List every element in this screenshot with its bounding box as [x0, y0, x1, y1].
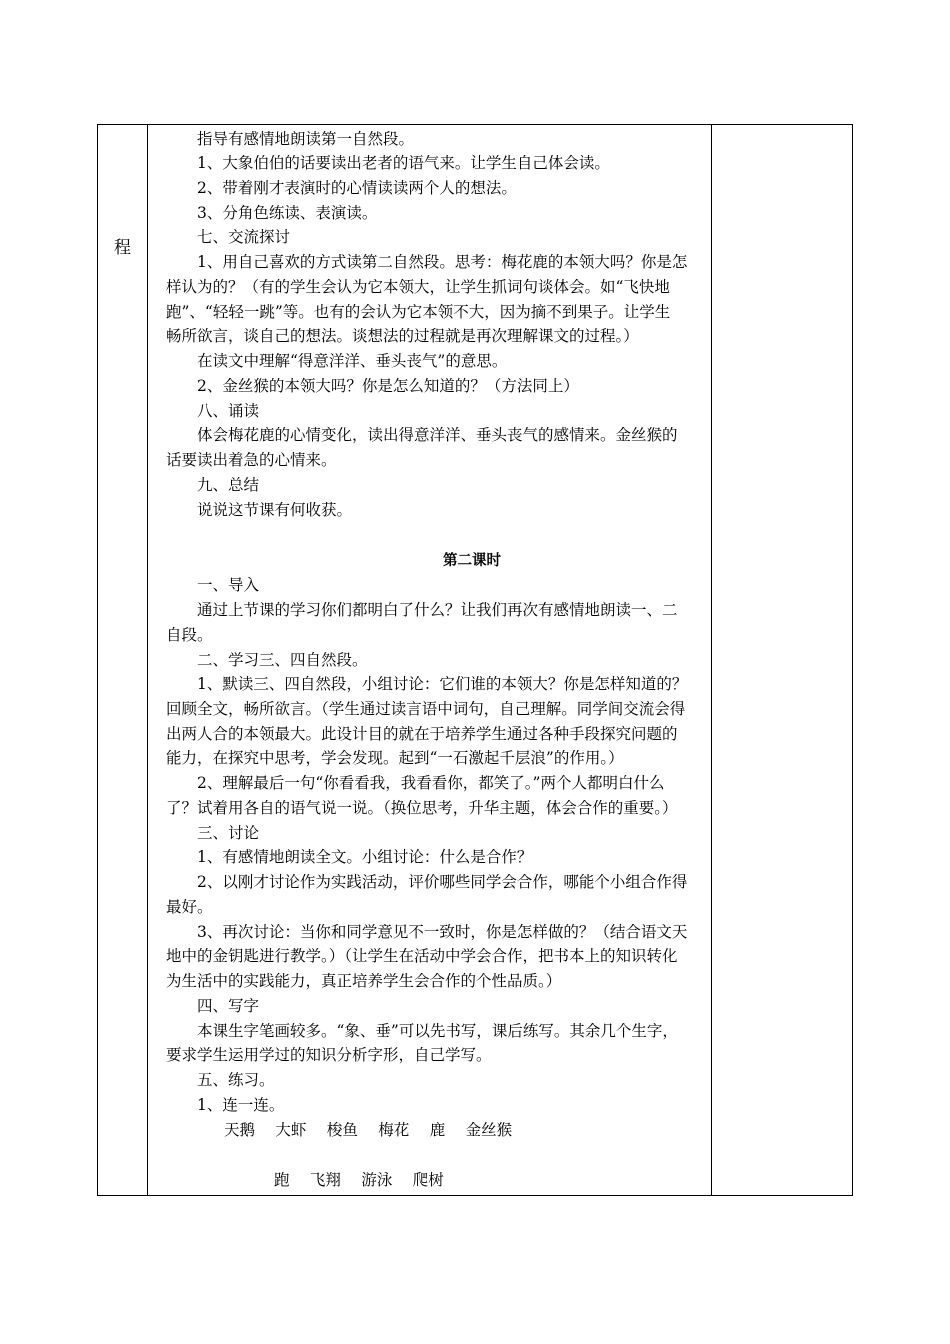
text-line: 3、分角色练读、表演读。 — [166, 204, 378, 222]
text-line: 在读文中理解“得意洋洋、垂头丧气”的意思。 — [166, 352, 508, 370]
text-line: 2、金丝猴的本领大吗？你是怎么知道的？（方法同上） — [166, 377, 579, 395]
section-heading: 一、导入 — [166, 576, 260, 594]
text-line: 2、以刚才讨论作为实践活动，评价哪些同学会合作，哪能个小组合作得 — [166, 873, 688, 891]
text-line: 2、理解最后一句“你看看我，我看看你，都笑了。”两个人都明白什么 — [166, 774, 665, 792]
text-line: 本课生字笔画较多。“象、垂”可以先书写，课后练写。其余几个生字， — [166, 1022, 678, 1040]
section-heading: 九、总结 — [166, 476, 260, 494]
text-line: 3、再次讨论：当你和同学意见不一致时，你是怎样做的？（结合语文天 — [166, 923, 688, 941]
text-line: 地中的金钥匙进行教学。）（让学生在活动中学会合作，把书本上的知识转化 — [166, 947, 678, 965]
text-line: 1、大象伯伯的话要读出老者的语气来。让学生自己体会读。 — [166, 154, 610, 172]
section-heading: 七、交流探讨 — [166, 228, 291, 246]
lesson-period-title: 第二课时 — [443, 552, 501, 569]
matching-words-bottom: 跑 飞翔 游泳 爬树 — [274, 1171, 444, 1189]
text-line: 要求学生运用学过的知识分析字形，自己学写。 — [166, 1046, 492, 1064]
text-line: 为生活中的实践能力，真正培养学生会合作的个性品质。） — [166, 972, 562, 990]
lesson-plan-table — [97, 124, 853, 1196]
text-line: 出两人合的本领最大。此设计目的就在于培养学生通过各种手段探究问题的 — [166, 725, 678, 743]
text-line: 跑”、“轻轻一跳”等。也有的会认为它本领不大，因为摘不到果子。让学生 — [166, 303, 671, 321]
text-line: 1、默读三、四自然段，小组讨论：它们谁的本领大？你是怎样知道的？ — [166, 675, 688, 693]
text-line: 回顾全文，畅所欲言。（学生通过读言语中词句，自己理解。同学间交流会得 — [166, 700, 686, 718]
section-heading: 三、讨论 — [166, 824, 260, 842]
process-label: 程 — [114, 238, 131, 258]
text-line: 通过上节课的学习你们都明白了什么？让我们再次有感情地朗读一、二 — [166, 601, 678, 619]
text-line: 1、用自己喜欢的方式读第二自然段。思考：梅花鹿的本领大吗？你是怎 — [166, 253, 688, 271]
column-divider-right — [711, 125, 712, 1195]
text-line: 1、连一连。 — [166, 1096, 285, 1114]
text-line: 1、有感情地朗读全文。小组讨论：什么是合作？ — [166, 848, 533, 866]
text-line: 2、带着刚才表演时的心情读读两个人的想法。 — [166, 179, 517, 197]
text-line: 了？试着用各自的语气说一说。（换位思考，升华主题，体会合作的重要。） — [166, 799, 678, 817]
matching-words-top: 天鹅 大虾 梭鱼 梅花 鹿 金丝猴 — [224, 1121, 513, 1139]
section-heading: 八、诵读 — [166, 402, 260, 420]
text-line: 体会梅花鹿的心情变化，读出得意洋洋、垂头丧气的感情来。金丝猴的 — [166, 426, 678, 444]
text-line: 话要读出着急的心情来。 — [166, 451, 337, 469]
text-line: 样认为的？（有的学生会认为它本领大，让学生抓词句谈体会。如“飞快地 — [166, 278, 670, 296]
text-line: 说说这节课有何收获。 — [166, 501, 353, 519]
text-line: 指导有感情地朗读第一自然段。 — [166, 130, 415, 148]
text-line: 能力，在探究中思考，学会发现。起到“一石激起千层浪”的作用。） — [166, 749, 624, 767]
text-line: 畅所欲言，谈自己的想法。谈想法的过程就是再次理解课文的过程。） — [166, 327, 639, 345]
section-heading: 二、学习三、四自然段。 — [166, 651, 368, 669]
text-line: 自段。 — [166, 626, 213, 644]
column-divider-left — [147, 125, 148, 1195]
section-heading: 四、写字 — [166, 997, 260, 1015]
section-heading: 五、练习。 — [166, 1071, 275, 1089]
text-line: 最好。 — [166, 898, 213, 916]
